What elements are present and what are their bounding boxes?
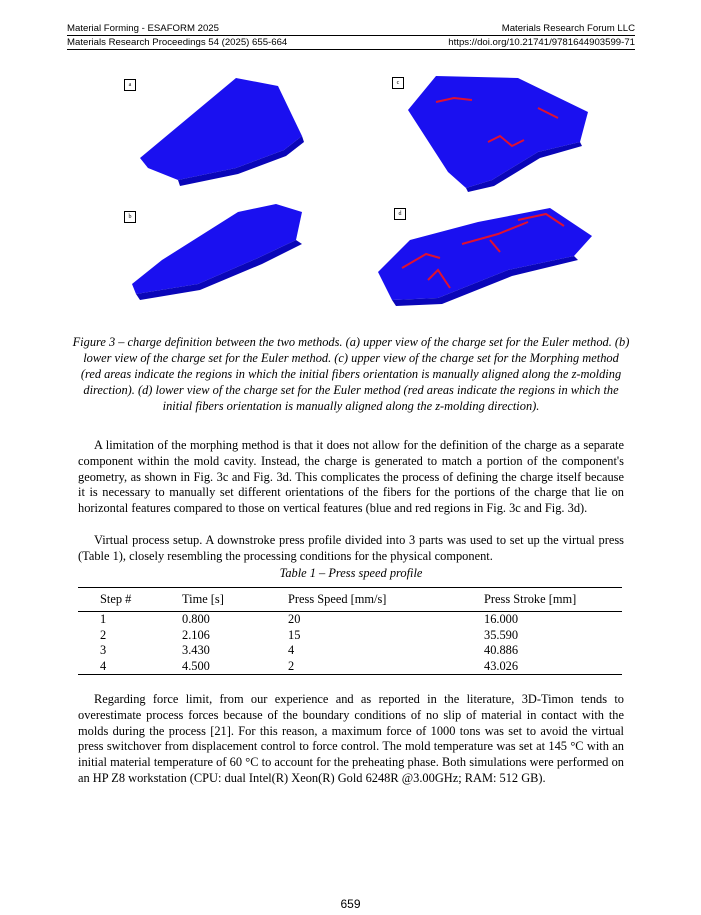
figure-panel-b [118,200,318,318]
panel-label-a: a [124,79,136,91]
cell-time: 4.500 [182,659,288,675]
cell-step: 1 [100,612,107,626]
paragraph-force-limit [78,692,624,787]
table-row [78,659,622,675]
figure-caption: Figure 3 – charge definition between the two methods. (a) upper view of the charge set for the Euler method. (b) lower view of the charge set for the Euler method. (c) upper view of the charge set for the Morphing method (red areas indicate the regions in which the initial fibers orientation is manually aligned along the z-molding direction). (d) lower view of the charge set for the Euler method (red areas indicate the regions in which the initial fibers orientation is manually aligned along the z-molding direction). [72,335,630,413]
col-header-time: Time [s] [182,588,288,612]
page-number: 659 [340,897,361,911]
table-header-row [78,588,622,612]
paragraph-text: Regarding force limit, from our experience and as reported in the literature, 3D-Timon tends to overestimate process forces because of the boundary conditions of no slip of material in contact with the molds during the process [21]. For this reason, a maximum force of 1000 tons was set to avoid the virtual press switchover from displacement control to force control. The mold temperature was set at 145 °C with an initial material temperature of 60 °C to account for the preheating phase. Both simulations were performed on an HP Z8 workstation (CPU: dual Intel(R) Xeon(R) Gold 6248R @3.00GHz; RAM: 512 GB). [78,692,624,785]
publisher-name: Materials Research Forum LLC [501,23,635,34]
doi-link[interactable]: https://doi.org/10.21741/9781644903599-71 [448,37,635,48]
col-header-step: Step # [78,588,182,612]
paragraph-morphing-limitation [78,438,624,517]
panel-label-d: d [394,208,406,220]
figure-panel-c [388,72,598,192]
running-header-bottom [67,37,635,50]
cell-step: 4 [78,659,182,675]
cell-stroke: 40.886 [484,643,519,657]
paragraph-text: A limitation of the morphing method is that it does not allow for the definition of the charge as a separate component within the mold cavity. Instead, the charge is generated to match a portion of the component's geometry, as shown in Fig. 3c and Fig. 3d. This complicates the process of defining the charge itself because it is necessary to manually set different orientations of the fibers for the portions of the charge that lie on horizontal features compared to those on vertical features (blue and red regions in Fig. 3c and Fig. 3d). [78,438,624,516]
cell-time: 2.106 [182,627,210,642]
cell-time: 3.430 [182,643,210,657]
paragraph-text: Virtual process setup. A downstroke press profile divided into 3 parts was used to set up the virtual press (Table 1), closely resembling the processing conditions for the physical component. [78,533,624,563]
conference-name: Material Forming - ESAFORM 2025 [67,23,219,34]
figure-panel-a [118,72,318,192]
cell-stroke: 16.000 [484,612,519,626]
cell-step: 3 [100,643,107,657]
col-header-speed: Press Speed [mm/s] [288,588,484,612]
cell-speed: 15 [288,627,301,642]
charge-mesh-a [140,78,302,180]
cell-stroke: 35.590 [484,627,519,642]
cell-speed: 2 [288,659,484,675]
paragraph-virtual-setup [78,533,624,565]
table-row [78,643,622,659]
cell-stroke: 43.026 [484,659,622,675]
col-header-stroke: Press Stroke [mm] [484,588,622,612]
panel-label-b: b [124,211,136,223]
cell-time: 0.800 [182,612,210,626]
running-header-top [67,23,635,36]
panel-label-c: c [392,77,404,89]
charge-mesh-c [408,76,588,188]
cell-speed: 20 [288,612,301,626]
proceedings-ref: Materials Research Proceedings 54 (2025) 655-664 [67,37,288,48]
press-speed-table [78,587,622,675]
cell-speed: 4 [288,643,295,657]
cell-step: 2 [100,627,107,642]
table-row [78,628,622,644]
table-row [78,612,622,628]
figure-panel-d [378,200,598,318]
table-caption: Table 1 – Press speed profile [279,566,423,580]
